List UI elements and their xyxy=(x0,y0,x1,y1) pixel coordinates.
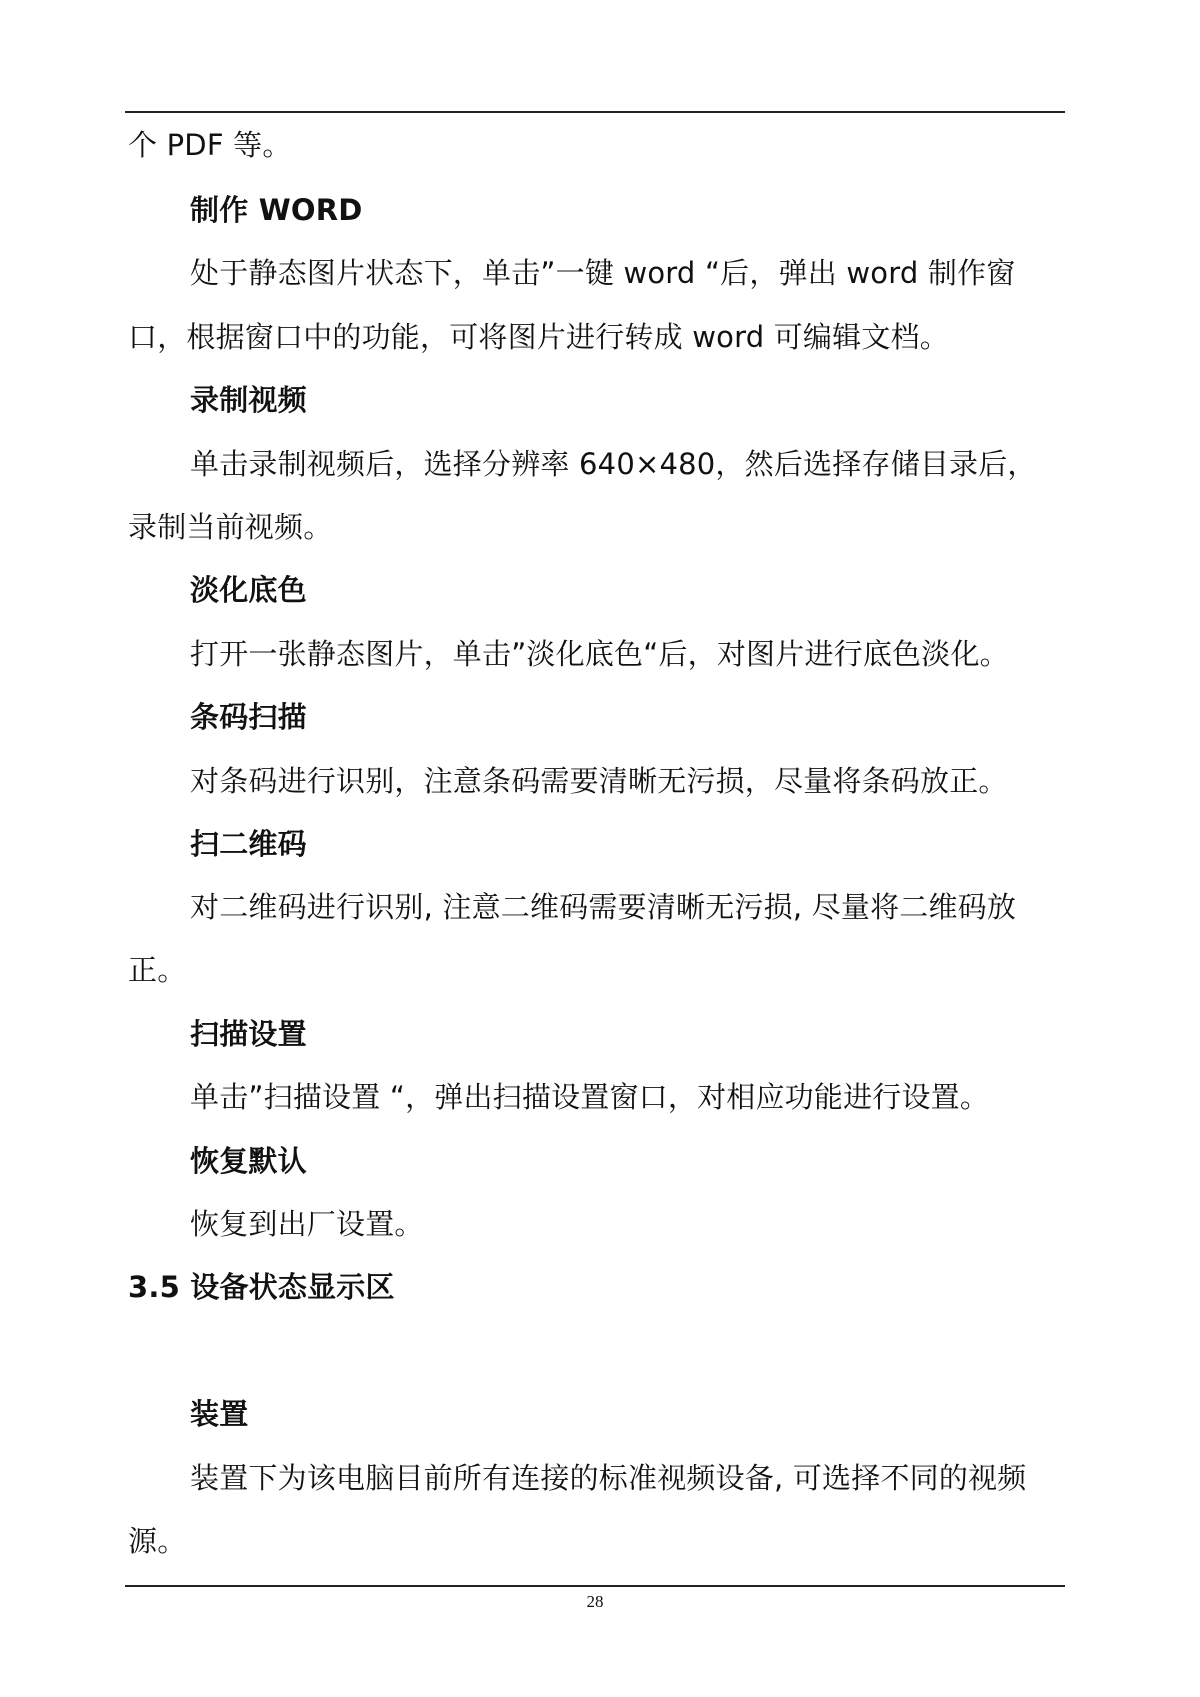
subheading-scan-settings: 扫描设置 xyxy=(190,1017,307,1051)
subheading-record-video: 录制视频 xyxy=(190,383,307,417)
subheading-barcode-scan: 条码扫描 xyxy=(190,700,307,734)
section-heading-device-status: 3.5 设备状态显示区 xyxy=(128,1270,395,1304)
subheading-qr-scan: 扫二维码 xyxy=(190,827,307,861)
paragraph-line: 单击录制视频后，选择分辨率 640×480，然后选择存储目录后， xyxy=(190,447,1037,481)
paragraph-line: 正。 xyxy=(128,953,187,987)
paragraph-line: 处于静态图片状态下，单击”一键 word “后，弹出 word 制作窗 xyxy=(190,256,1016,290)
paragraph-line: 打开一张静态图片，单击”淡化底色“后，对图片进行底色淡化。 xyxy=(190,637,1009,671)
subheading-make-word: 制作 WORD xyxy=(190,193,363,227)
paragraph-line: 个 PDF 等。 xyxy=(128,128,292,162)
paragraph-line: 对条码进行识别，注意条码需要清晰无污损，尽量将条码放正。 xyxy=(190,764,1008,798)
paragraph-line: 对二维码进行识别, 注意二维码需要清晰无污损, 尽量将二维码放 xyxy=(190,890,1017,924)
footer-rule xyxy=(125,1585,1065,1587)
paragraph-line: 装置下为该电脑目前所有连接的标准视频设备, 可选择不同的视频 xyxy=(190,1461,1027,1495)
paragraph-line: 恢复到出厂设置。 xyxy=(190,1207,424,1241)
paragraph-line: 源。 xyxy=(128,1524,187,1558)
page-number: 28 xyxy=(586,1592,604,1611)
subheading-device: 装置 xyxy=(190,1397,249,1431)
subheading-restore-defaults: 恢复默认 xyxy=(190,1144,307,1178)
subheading-fade-background: 淡化底色 xyxy=(190,573,307,607)
paragraph-line: 口，根据窗口中的功能，可将图片进行转成 word 可编辑文档。 xyxy=(128,320,949,354)
paragraph-line: 单击”扫描设置 “，弹出扫描设置窗口，对相应功能进行设置。 xyxy=(190,1080,990,1114)
header-rule xyxy=(125,111,1065,113)
paragraph-line: 录制当前视频。 xyxy=(128,510,333,544)
